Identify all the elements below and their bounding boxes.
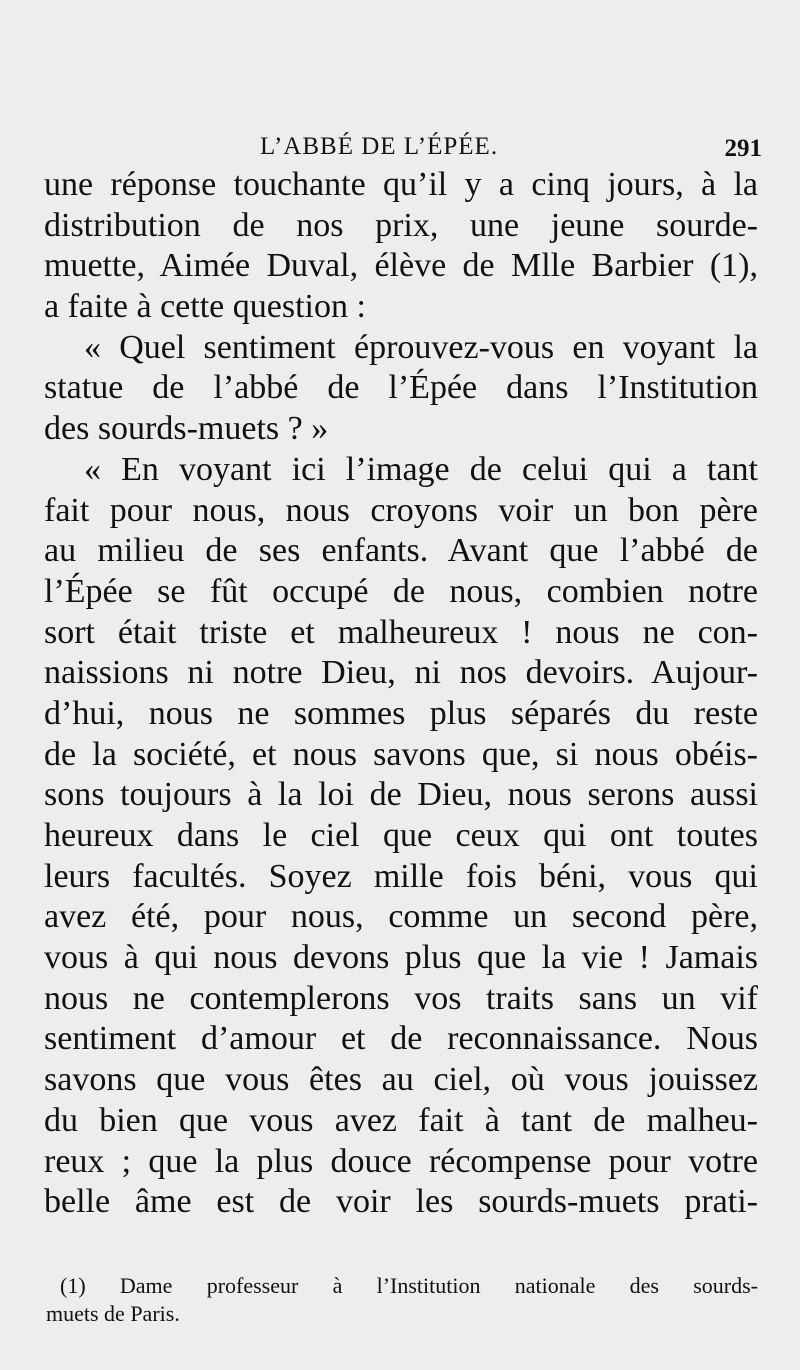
page-number: 291 (724, 135, 762, 162)
text-line: « Quel sentiment éprouvez-vous en voyant la (84, 328, 758, 366)
text-line: au milieu de ses enfants. Avant que l’abbé de (44, 532, 758, 570)
footnote (46, 1272, 758, 1328)
text-line: heureux dans le ciel que ceux qui ont toutes (44, 817, 758, 854)
text-line: sort était triste et malheureux ! nous ne con- (44, 613, 758, 651)
footnote-line: (1) Dame professeur à l’Institution nationale des sourds- (60, 1273, 758, 1298)
text-line: une réponse touchante qu’il y a cinq jours, à la (44, 166, 758, 203)
text-line: distribution de nos prix, une jeune sourde- (44, 206, 758, 244)
text-line: muette, Aimée Duval, élève de Mlle Barbier (1), (44, 247, 758, 285)
body-text (44, 165, 758, 1223)
footnote-line: muets de Paris. (46, 1301, 180, 1326)
text-line: leurs facultés. Soyez mille fois béni, vous qui (44, 857, 758, 895)
text-line: nous ne contemplerons vos traits sans un vif (44, 979, 758, 1017)
text-line: vous à qui nous devons plus que la vie ! Jamais (44, 939, 758, 977)
text-line: « En voyant ici l’image de celui qui a tant (84, 450, 758, 488)
text-line: sentiment d’amour et de reconnaissance. Nous (44, 1020, 758, 1058)
text-line: d’hui, nous ne sommes plus séparés du reste (44, 694, 758, 732)
text-line: naissions ni notre Dieu, ni nos devoirs. Aujour- (44, 654, 758, 692)
text-line: l’Épée se fût occupé de nous, combien notre (44, 572, 758, 610)
text-line: des sourds-muets ? » (44, 410, 329, 448)
text-line: avez été, pour nous, comme un second père, (44, 898, 758, 936)
text-line: a faite à cette question : (44, 288, 366, 326)
text-line: du bien que vous avez fait à tant de malheu- (44, 1101, 758, 1139)
text-line: statue de l’abbé de l’Épée dans l’Institution (44, 369, 758, 407)
running-title: L’ABBÉ DE L’ÉPÉE. (260, 133, 499, 160)
text-line: sons toujours à la loi de Dieu, nous serons aussi (44, 776, 758, 814)
text-line: reux ; que la plus douce récompense pour votre (44, 1142, 758, 1180)
text-line: de la société, et nous savons que, si nous obéis- (44, 735, 758, 773)
text-line: savons que vous êtes au ciel, où vous jouissez (44, 1061, 758, 1099)
text-line: belle âme est de voir les sourds-muets prati- (44, 1183, 758, 1221)
text-line: fait pour nous, nous croyons voir un bon père (44, 491, 758, 529)
